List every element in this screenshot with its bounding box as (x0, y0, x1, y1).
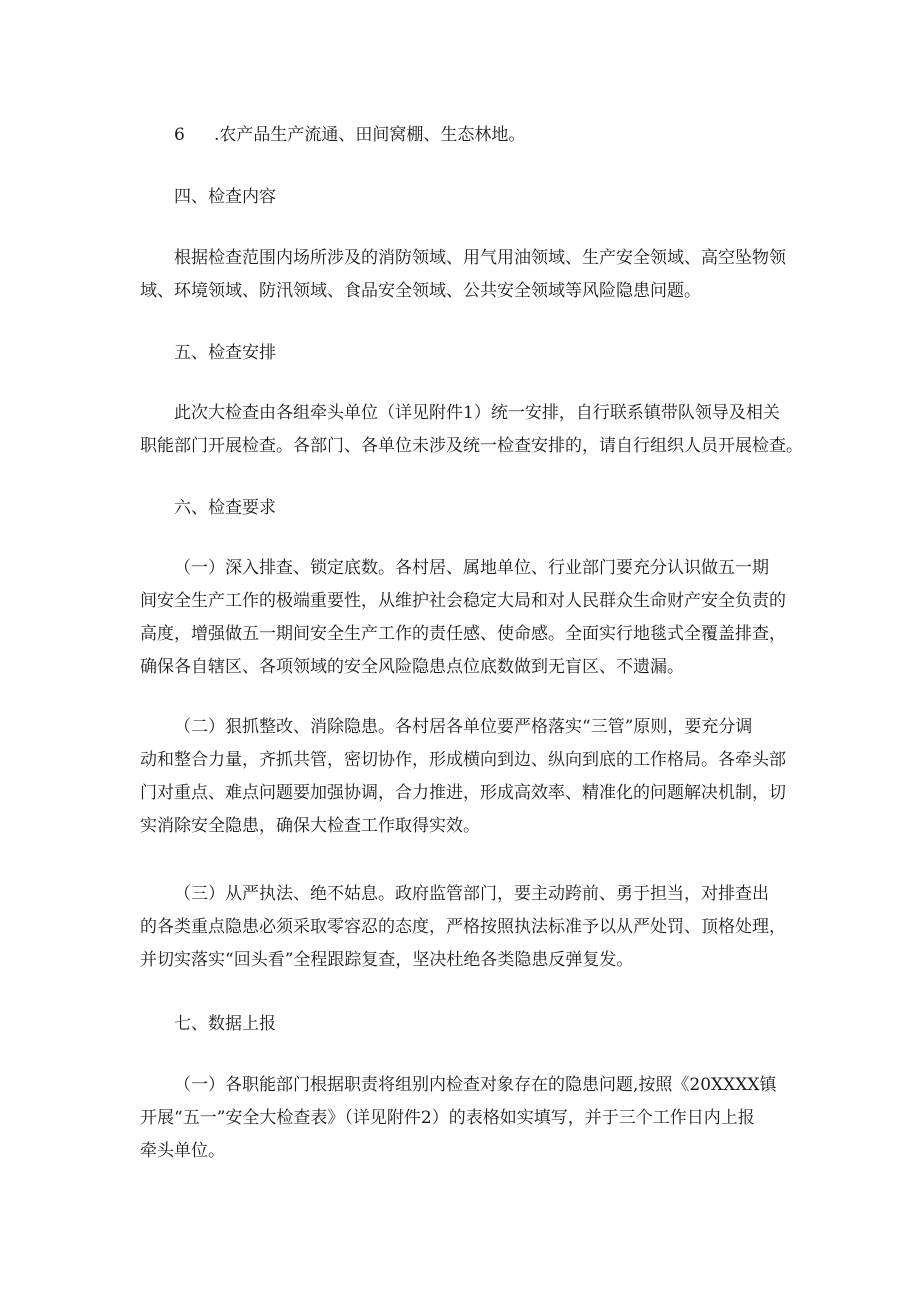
paragraph-line: 职能部门开展检查。各部门、各单位未涉及统一检查安排的，请自行组织人员开展检查。 (140, 436, 803, 456)
paragraph-line: 域、环境领域、防汛领域、食品安全领域、公共安全领域等风险隐患问题。 (140, 281, 701, 301)
paragraph-line: 门对重点、难点问题要加强协调，合力推进，形成高效率、精准化的问题解决机制，切 (140, 783, 786, 803)
section-heading-4: 四、检查内容 (174, 187, 276, 207)
paragraph-line: 高度，增强做五一期间安全生产工作的责任感、使命感。全面实行地毯式全覆盖排查， (140, 624, 786, 644)
paragraph-line: （一）深入排查、锁定底数。各村居、属地单位、行业部门要充分认识做五一期 (174, 558, 769, 578)
paragraph-line: 实消除安全隐患，确保大检查工作取得实效。 (140, 816, 480, 836)
paragraph-line: 间安全生产工作的极端重要性，从维护社会稳定大局和对人民群众生命财产安全负责的 (140, 591, 786, 611)
paragraph-line: 动和整合力量，齐抓共管，密切协作，形成横向到边、纵向到底的工作格局。各牵头部 (140, 750, 786, 770)
section-4-paragraph (140, 242, 800, 308)
paragraph-line: 并切实落实“回头看”全程跟踪复查，坚决杜绝各类隐患反弹复发。 (140, 950, 634, 970)
list-item-number: 6 (174, 125, 185, 145)
section-6-paragraph-3 (140, 878, 800, 977)
paragraph-line: （三）从严执法、绝不姑息。政府监管部门，要主动跨前、勇于担当，对排查出 (174, 884, 769, 904)
paragraph-line: 牵头单位。 (140, 1141, 225, 1161)
paragraph-line: 此次大检查由各组牵头单位（详见附件1）统一安排，自行联系镇带队领导及相关 (174, 403, 780, 423)
section-5-paragraph (140, 397, 803, 463)
section-7-paragraph-1 (140, 1069, 800, 1168)
section-heading-6: 六、检查要求 (174, 498, 276, 518)
paragraph-line: 根据检查范围内场所涉及的消防领域、用气用油领域、生产安全领域、高空坠物领 (174, 248, 786, 268)
paragraph-line: （二）狠抓整改、消除隐患。各村居各单位要严格落实“三管”原则，要充分调 (174, 717, 753, 737)
paragraph-line: 的各类重点隐患必须采取零容忍的态度，严格按照执法标准予以从严处罚、顶格处理， (140, 917, 786, 937)
section-heading-5: 五、检查安排 (174, 343, 276, 363)
paragraph-line: 开展“五一”安全大检查表》（详见附件2）的表格如实填写，并于三个工作日内上报 (140, 1108, 755, 1128)
section-6-paragraph-2 (140, 711, 800, 843)
section-6-paragraph-1 (140, 552, 800, 684)
paragraph-line: 确保各自辖区、各项领域的安全风险隐患点位底数做到无盲区、不遗漏。 (140, 657, 684, 677)
section-heading-7: 七、数据上报 (174, 1014, 276, 1034)
paragraph-line: （一）各职能部门根据职责将组别内检查对象存在的隐患问题,按照《20XXXX镇 (174, 1075, 777, 1095)
list-item-text: .农产品生产流通、田间窝棚、生态林地。 (214, 125, 526, 145)
